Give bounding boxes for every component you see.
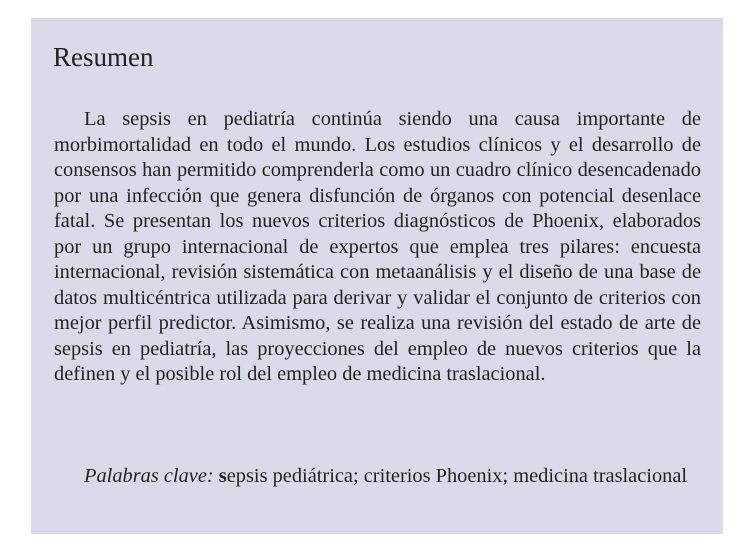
keywords-label: Palabras clave: xyxy=(84,465,214,487)
keywords-first-letter: s xyxy=(218,465,227,487)
abstract-heading: Resumen xyxy=(53,42,154,72)
keywords-line xyxy=(54,464,701,490)
abstract-box xyxy=(31,18,723,534)
abstract-body: La sepsis en pediatría continúa siendo una causa importante de morbimortalidad en todo el mundo. Los estudios clínicos y el desarrollo de consensos han permitido comprenderla como un cuadro clínico desencadenado por una infección que genera disfunción de órganos con potencial desenlace fatal. Se presentan los nuevos criterios diagnósticos de Phoenix, elaborados por un grupo internacional de expertos que emplea tres pilares: encuesta internacional, revisión sistemática con metaanálisis y el diseño de una base de datos multicéntrica utilizada para derivar y validar el conjunto de criterios con mejor perfil predictor. Asimismo, se realiza una revisión del estado de arte de sepsis en pediatría, las proyecciones del empleo de nuevos criterios que la definen y el posible rol del empleo de medicina traslacional. xyxy=(54,108,701,385)
keywords-list: epsis pediátrica; criterios Phoenix; medicina traslacional xyxy=(226,465,688,487)
